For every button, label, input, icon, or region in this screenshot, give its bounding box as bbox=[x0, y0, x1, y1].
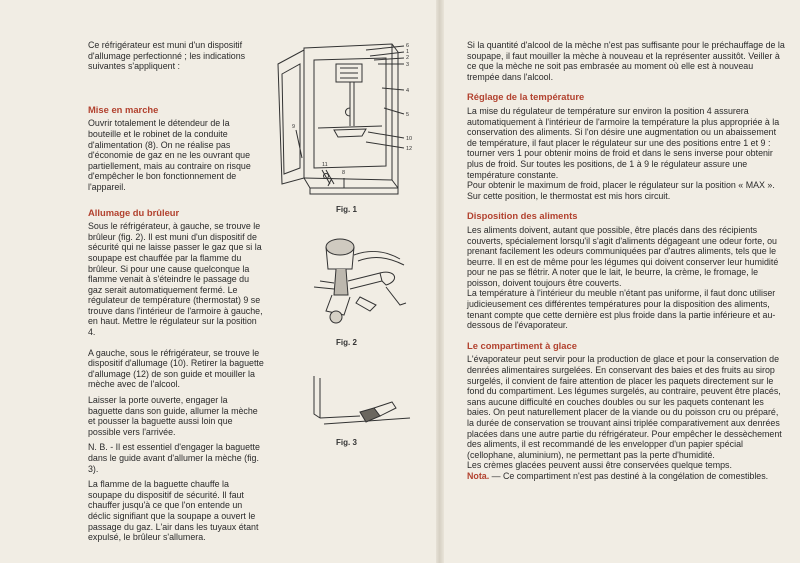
fig1-label-8: 8 bbox=[342, 170, 346, 176]
left-column bbox=[88, 40, 264, 548]
paragraph-glace-1: L'évaporateur peut servir pour la production de glace et pour la conservation de denrées alimentaires surgelées. En conservant des baies et des fruits au sirop surgelés, il convient de faire attention de placer les paquets directement sur le fond du compartiment. Les légumes surgelés, au contraire, peuvent être placés, sans aucune difficulté en couches doubles ou sur les paquets contenant les baies. On peut naturellement placer de la viande ou du poisson cru ou préparé, la durée de conservation se trouvant ainsi triplée comparativement aux denrées placées dans une autre partie du réfrigérateur. Pour empêcher le dessèchement des aliments, il est recommandé de les envelopper d'un papier spécial (cellophane, aluminium), ne permettant pas la perte d'humidité. bbox=[467, 354, 782, 460]
fig1-label-9: 9 bbox=[292, 124, 296, 130]
paragraph-disposition-1: Les aliments doivent, autant que possible, être placés dans des récipients couverts, spécialement lorsqu'il s'agit d'aliments dégageant une odeur forte, ou prenant facilement les odeurs communiquées par d'autres aliments, tels que le beurre. Il en est de même pour les légumes qui doivent conserver leur humidité pour ne pas se flétrir. A noter que le lait, le beurre, la crème, le fromage, le poisson, doivent toujours être couverts. bbox=[467, 224, 779, 288]
figure-3-wick-guide-diagram bbox=[300, 372, 420, 432]
figure-2-burner-diagram bbox=[300, 225, 415, 330]
paragraph-nb: N. B. - Il est essentiel d'engager la baguette dans le guide avant d'allumer la mèche (fig. 3). bbox=[88, 442, 260, 474]
nota-label: Nota. bbox=[467, 470, 490, 481]
heading-compartiment-glace: Le compartiment à glace bbox=[467, 339, 577, 351]
paragraph-allumage-1: Sous le réfrigérateur, à gauche, se trouve le brûleur (fig. 2). Il est muni d'un dispositif de sécurité qui ne laisse passer le gaz que si la soupape est chauffée par la flamme du brûleur. Si pour une cause quelconque la flamme venait à s'éteindre le passage du gaz serait automatiquement fermé. Le régulateur de température (thermostat) 9 se trouve dans l'intérieur de l'armoire à gauche, en haut. Mettre le régulateur sur la position 4. bbox=[88, 221, 263, 338]
paragraph-allumage-3: Laisser la porte ouverte, engager la baguette dans son guide, allumer la mèche et pousser la baguette aussi loin que possible vers l'arrivée. bbox=[88, 395, 258, 437]
fig1-label-5: 5 bbox=[406, 112, 410, 118]
heading-allumage: Allumage du brûleur bbox=[88, 206, 180, 218]
heading-reglage: Réglage de la température bbox=[467, 91, 585, 103]
paragraph-reglage-1: La mise du régulateur de température sur environ la position 4 assurera automatiquement à l'intérieur de l'armoire la température la plus appropriée à la conservation des aliments. Si l'on désire une augmentation ou un abaissement de température, il faut placer le régulateur sur une des positions entre 1 et 9 : tourner vers 1 pour obtenir moins de froid et dans le sens inverse pour obtenir plus de froid. Sur toutes les positions, de 1 à 9 le régulateur assure une température constante. bbox=[467, 105, 780, 180]
figure-3-caption: Fig. 3 bbox=[336, 438, 357, 447]
fig1-label-3: 3 bbox=[406, 62, 410, 68]
fig1-label-10: 10 bbox=[406, 136, 413, 142]
fig1-label-1: 1 bbox=[406, 49, 410, 55]
paragraph-flamme: La flamme de la baguette chauffe la soupape du dispositif de sécurité. Il faut chauffer jusqu'à ce que l'on entende un déclic signifiant que la soupape a ouvert le passage du gaz. L'air dans les tuyaux étant expulsé, le brûleur s'allumera. bbox=[88, 479, 259, 543]
heading-mise-en-marche: Mise en marche bbox=[88, 103, 159, 115]
fig1-label-6: 6 bbox=[406, 43, 410, 49]
fig1-label-11: 11 bbox=[322, 162, 328, 168]
paragraph-alcool: Si la quantité d'alcool de la mèche n'est pas suffisante pour le préchauffage de la soupape, il faut mouiller la mèche à nouveau et la représenter aussitôt. Veiller à ce que la mèche ne soit pas embrasée au moment où elle est à nouveau trempée dans l'alcool. bbox=[467, 40, 785, 82]
figure-1-caption: Fig. 1 bbox=[336, 205, 357, 214]
fig1-label-4: 4 bbox=[406, 88, 410, 94]
paragraph-mise-en-marche: Ouvrir totalement le détendeur de la bouteille et le robinet de la conduite d'alimentation (8). On ne réalise pas d'économie de gaz en ne les ouvrant que partiellement, mais au contraire on risque d'empêcher le bon fonctionnement de l'appareil. bbox=[88, 118, 251, 192]
heading-disposition: Disposition des aliments bbox=[467, 210, 578, 222]
paragraph-reglage-2: Pour obtenir le maximum de froid, placer le régulateur sur la position « MAX ». Sur cette position, le thermostat est mis hors circuit. bbox=[467, 180, 775, 201]
paragraph-disposition-2: La température à l'intérieur du meuble n'étant pas uniforme, il faut donc utiliser judicieusement ces différentes températures pour la disposition des aliments, tenant compte que cette dernière est plus froide dans la partie inférieure et au-dessous de l'évaporateur. bbox=[467, 288, 776, 331]
fig1-label-12: 12 bbox=[406, 146, 413, 152]
paragraph-allumage-2: A gauche, sous le réfrigérateur, se trouve le dispositif d'allumage (10). Retirer la baguette d'allumage (12) de son guide et mouiller la mèche avec de l'alcool. bbox=[88, 347, 264, 390]
right-column bbox=[467, 40, 785, 487]
paragraph-nota bbox=[467, 471, 785, 482]
figure-1-refrigerator-diagram bbox=[274, 38, 424, 198]
paragraph-glace-2: Les crèmes glacées peuvent aussi être conservées quelque temps. bbox=[467, 460, 732, 471]
nota-text: — Ce compartiment n'est pas destiné à la congélation de comestibles. bbox=[489, 470, 769, 481]
intro-paragraph: Ce réfrigérateur est muni d'un dispositif d'allumage perfectionné ; les indications suivantes s'appliquent : bbox=[88, 40, 246, 72]
page-fold bbox=[436, 0, 444, 563]
figure-2-caption: Fig. 2 bbox=[336, 338, 357, 347]
fig1-label-2: 2 bbox=[406, 55, 410, 61]
